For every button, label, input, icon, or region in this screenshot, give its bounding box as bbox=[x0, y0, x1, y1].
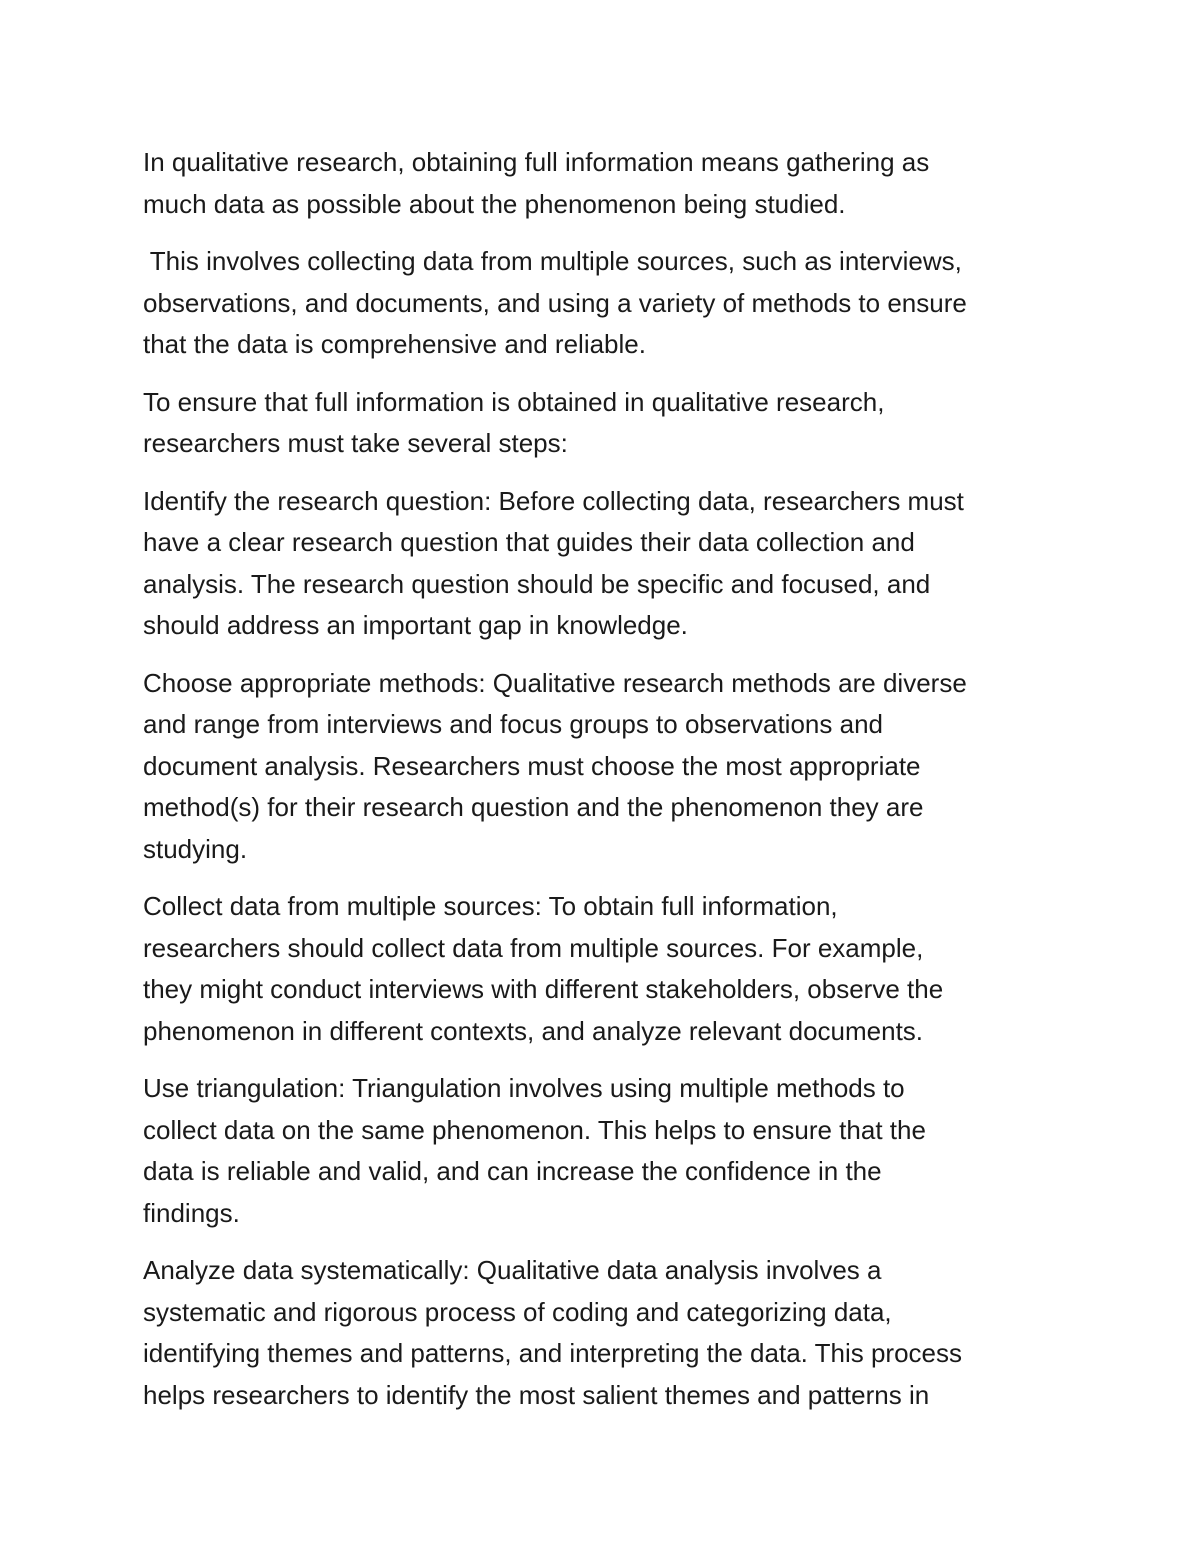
text-line: Collect data from multiple sources: To obtain full information, bbox=[143, 891, 838, 921]
text-line: document analysis. Researchers must choose the most appropriate bbox=[143, 750, 921, 781]
text-line: Identify the research question: Before collecting data, researchers must bbox=[143, 485, 964, 516]
text-line: Choose appropriate methods: Qualitative research methods are diverse bbox=[143, 667, 967, 698]
text-line: findings. bbox=[143, 1197, 240, 1228]
document-body bbox=[143, 142, 1058, 1432]
paragraph-data-sources bbox=[143, 241, 1058, 366]
text-line: and range from interviews and focus groups to observations and bbox=[143, 709, 883, 739]
text-line: researchers should collect data from multiple sources. For example, bbox=[143, 932, 924, 963]
paragraph-steps-intro bbox=[143, 382, 1058, 465]
paragraph-choose-methods bbox=[143, 663, 1058, 871]
text-line: they might conduct interviews with different stakeholders, observe the bbox=[143, 974, 944, 1004]
text-line: should address an important gap in knowledge. bbox=[143, 610, 688, 640]
text-line: researchers must take several steps: bbox=[143, 428, 568, 458]
text-line: method(s) for their research question and the phenomenon they are bbox=[143, 792, 924, 822]
text-line: data is reliable and valid, and can increase the confidence in the bbox=[143, 1156, 882, 1186]
text-line: collect data on the same phenomenon. This helps to ensure that the bbox=[143, 1114, 926, 1145]
text-line: analysis. The research question should be specific and focused, and bbox=[143, 568, 931, 599]
text-line: This involves collecting data from multiple sources, such as interviews, bbox=[143, 246, 962, 276]
text-line: In qualitative research, obtaining full information means gathering as bbox=[143, 147, 930, 177]
paragraph-multiple-sources bbox=[143, 886, 1058, 1052]
paragraph-triangulation bbox=[143, 1068, 1058, 1234]
text-line: Analyze data systematically: Qualitative data analysis involves a bbox=[143, 1255, 882, 1285]
text-line: Use triangulation: Triangulation involves using multiple methods to bbox=[143, 1073, 905, 1103]
text-line: studying. bbox=[143, 833, 248, 864]
paragraph-research-question bbox=[143, 481, 1058, 647]
paragraph-intro bbox=[143, 142, 1058, 225]
text-line: that the data is comprehensive and reliable. bbox=[143, 329, 646, 359]
paragraph-analyze-data bbox=[143, 1250, 1058, 1416]
text-line: have a clear research question that guides their data collection and bbox=[143, 527, 915, 557]
text-line: systematic and rigorous process of coding and categorizing data, bbox=[143, 1296, 892, 1327]
text-line: observations, and documents, and using a variety of methods to ensure bbox=[143, 287, 967, 318]
text-line: phenomenon in different contexts, and analyze relevant documents. bbox=[143, 1015, 924, 1046]
text-line: identifying themes and patterns, and interpreting the data. This process bbox=[143, 1338, 963, 1368]
text-line: To ensure that full information is obtained in qualitative research, bbox=[143, 386, 885, 417]
text-line: much data as possible about the phenomenon being studied. bbox=[143, 188, 846, 219]
text-line: helps researchers to identify the most salient themes and patterns in bbox=[143, 1379, 930, 1410]
